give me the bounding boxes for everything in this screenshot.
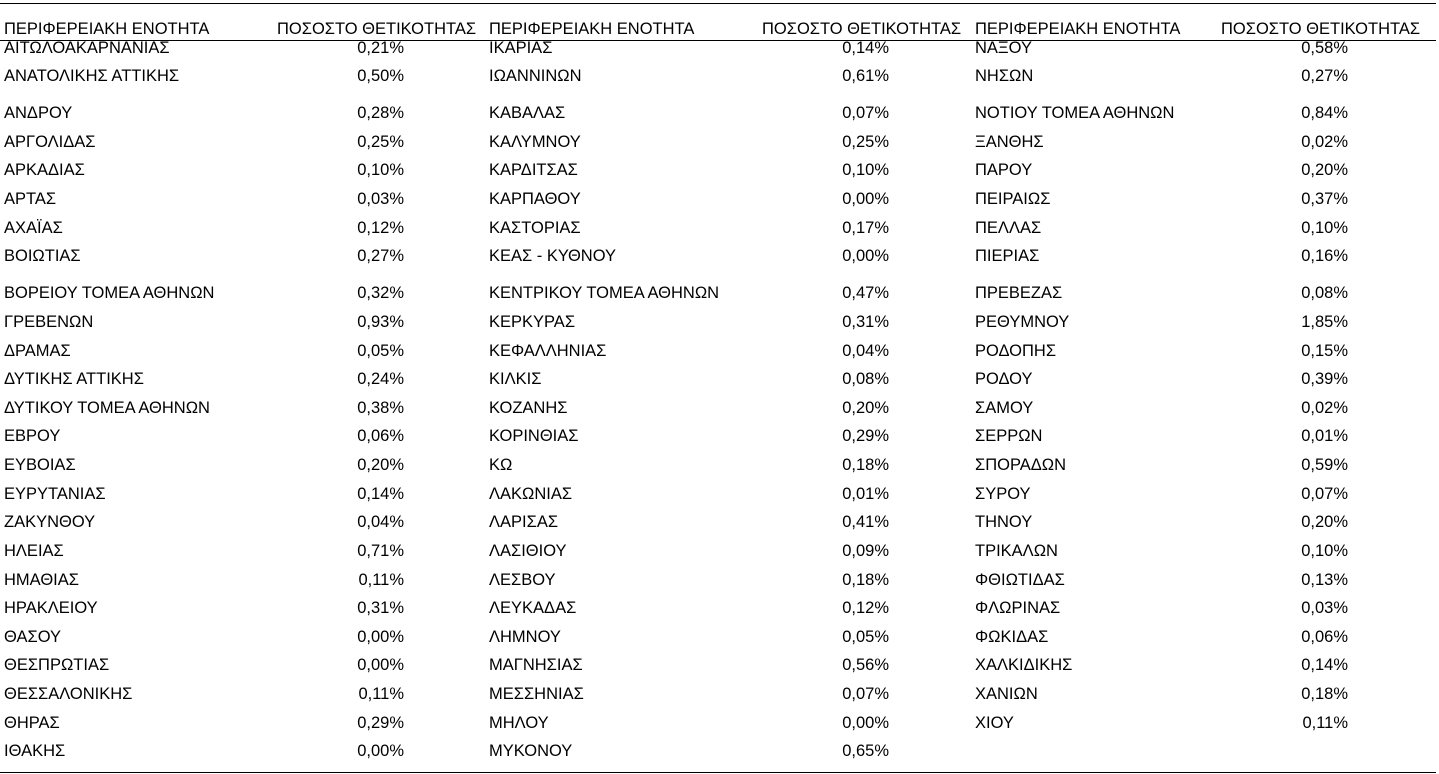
region-cell: ΚΟΡΙΝΘΙΑΣ: [489, 427, 579, 445]
region-cell: ΗΛΕΙΑΣ: [4, 542, 64, 560]
rate-cell: 0,28%: [357, 104, 404, 122]
region-cell: ΘΗΡΑΣ: [4, 714, 60, 732]
rate-cell: 0,00%: [357, 628, 404, 646]
rate-cell: 0,25%: [357, 133, 404, 151]
rate-cell: 0,05%: [357, 342, 404, 360]
rate-cell: 0,20%: [1301, 161, 1348, 179]
region-cell: ΚΕΝΤΡΙΚΟΥ ΤΟΜΕΑ ΑΘΗΝΩΝ: [489, 284, 720, 302]
region-cell: ΕΥΡΥΤΑΝΙΑΣ: [4, 485, 106, 503]
region-cell: ΗΡΑΚΛΕΙΟΥ: [4, 599, 98, 617]
header-region-col1: ΠΕΡΙΦΕΡΕΙΑΚΗ ΕΝΟΤΗΤΑ: [4, 20, 210, 38]
rate-cell: 0,47%: [842, 284, 889, 302]
region-cell: ΜΥΚΟΝΟΥ: [489, 742, 573, 760]
rate-cell: 0,31%: [842, 313, 889, 331]
rate-cell: 0,25%: [842, 133, 889, 151]
rate-cell: 0,11%: [358, 685, 404, 703]
region-cell: ΙΩΑΝΝΙΝΩΝ: [489, 67, 582, 85]
region-cell: ΠΕΛΛΑΣ: [975, 219, 1042, 237]
rate-cell: 0,38%: [357, 399, 404, 417]
rate-cell: 0,24%: [357, 370, 404, 388]
region-cell: ΧΙΟΥ: [975, 714, 1014, 732]
region-cell: ΖΑΚΥΝΘΟΥ: [4, 513, 96, 531]
region-cell: ΚΕΡΚΥΡΑΣ: [489, 313, 576, 331]
header-region-col3: ΠΕΡΙΦΕΡΕΙΑΚΗ ΕΝΟΤΗΤΑ: [975, 20, 1181, 38]
table-top-border: [0, 3, 1436, 4]
rate-cell: 0,07%: [1301, 485, 1348, 503]
region-cell: ΓΡΕΒΕΝΩΝ: [4, 313, 94, 331]
rate-cell: 0,10%: [1301, 219, 1348, 237]
region-cell: ΔΥΤΙΚΟΥ ΤΟΜΕΑ ΑΘΗΝΩΝ: [4, 399, 210, 417]
rate-cell: 0,41%: [842, 513, 889, 531]
rate-cell: 0,14%: [357, 485, 404, 503]
region-cell: ΛΑΚΩΝΙΑΣ: [489, 485, 573, 503]
rate-cell: 0,14%: [1301, 656, 1348, 674]
region-cell: ΑΝΑΤΟΛΙΚΗΣ ΑΤΤΙΚΗΣ: [4, 67, 180, 85]
region-cell: ΣΥΡΟΥ: [975, 485, 1031, 503]
rate-cell: 0,07%: [842, 685, 889, 703]
rate-cell: 0,84%: [1301, 104, 1348, 122]
header-rate-col1: ΠΟΣΟΣΤΟ ΘΕΤΙΚΟΤΗΤΑΣ: [277, 20, 477, 38]
region-cell: ΑΧΑΪΑΣ: [4, 219, 63, 237]
rate-cell: 0,29%: [357, 714, 404, 732]
rate-cell: 0,06%: [1301, 628, 1348, 646]
rate-cell: 0,13%: [1301, 571, 1348, 589]
rate-cell: 0,39%: [1301, 370, 1348, 388]
region-cell: ΔΡΑΜΑΣ: [4, 342, 71, 360]
rate-cell: 0,01%: [1301, 427, 1348, 445]
rate-cell: 0,00%: [357, 656, 404, 674]
rate-cell: 0,00%: [842, 190, 889, 208]
rate-cell: 0,59%: [1301, 456, 1348, 474]
rate-cell: 0,01%: [842, 485, 889, 503]
rate-cell: 0,11%: [358, 571, 404, 589]
rate-cell: 0,03%: [357, 190, 404, 208]
rate-cell: 0,29%: [842, 427, 889, 445]
rate-cell: 0,21%: [357, 39, 404, 57]
region-cell: ΗΜΑΘΙΑΣ: [4, 571, 79, 589]
region-cell: ΝΗΣΩΝ: [975, 67, 1034, 85]
region-cell: ΛΕΥΚΑΔΑΣ: [489, 599, 577, 617]
rate-cell: 0,00%: [842, 247, 889, 265]
rate-cell: 0,02%: [1301, 399, 1348, 417]
region-cell: ΒΟΙΩΤΙΑΣ: [4, 247, 81, 265]
region-cell: ΑΡΓΟΛΙΔΑΣ: [4, 133, 96, 151]
rate-cell: 0,00%: [357, 742, 404, 760]
region-cell: ΦΘΙΩΤΙΔΑΣ: [975, 571, 1065, 589]
header-bottom-border: [0, 40, 1436, 41]
region-cell: ΠΕΙΡΑΙΩΣ: [975, 190, 1051, 208]
region-cell: ΚΑΛΥΜΝΟΥ: [489, 133, 581, 151]
region-cell: ΣΕΡΡΩΝ: [975, 427, 1043, 445]
rate-cell: 0,17%: [842, 219, 889, 237]
region-cell: ΙΚΑΡΙΑΣ: [489, 39, 553, 57]
rate-cell: 0,10%: [842, 161, 889, 179]
region-cell: ΛΑΣΙΘΙΟΥ: [489, 542, 567, 560]
region-cell: ΧΑΝΙΩΝ: [975, 685, 1038, 703]
rate-cell: 0,20%: [842, 399, 889, 417]
rate-cell: 0,10%: [357, 161, 404, 179]
rate-cell: 0,10%: [1301, 542, 1348, 560]
region-cell: ΡΟΔΟΠΗΣ: [975, 342, 1057, 360]
region-cell: ΛΑΡΙΣΑΣ: [489, 513, 559, 531]
region-cell: ΘΕΣΠΡΩΤΙΑΣ: [4, 656, 110, 674]
rate-cell: 0,05%: [842, 628, 889, 646]
rate-cell: 0,32%: [357, 284, 404, 302]
region-cell: ΚΙΛΚΙΣ: [489, 370, 542, 388]
region-cell: ΡΟΔΟΥ: [975, 370, 1033, 388]
rate-cell: 0,56%: [842, 656, 889, 674]
rate-cell: 0,12%: [357, 219, 404, 237]
rate-cell: 0,09%: [842, 542, 889, 560]
region-cell: ΚΑΡΔΙΤΣΑΣ: [489, 161, 578, 179]
table-bottom-border: [0, 772, 1436, 773]
region-cell: ΑΙΤΩΛΟΑΚΑΡΝΑΝΙΑΣ: [4, 39, 170, 57]
region-cell: ΚΑΒΑΛΑΣ: [489, 104, 566, 122]
region-cell: ΧΑΛΚΙΔΙΚΗΣ: [975, 656, 1073, 674]
region-cell: ΚΑΡΠΑΘΟΥ: [489, 190, 581, 208]
region-cell: ΛΗΜΝΟΥ: [489, 628, 561, 646]
rate-cell: 0,18%: [842, 571, 889, 589]
region-cell: ΦΩΚΙΔΑΣ: [975, 628, 1049, 646]
rate-cell: 0,18%: [1301, 685, 1348, 703]
region-cell: ΠΑΡΟΥ: [975, 161, 1033, 179]
rate-cell: 0,20%: [1301, 513, 1348, 531]
region-cell: ΚΕΦΑΛΛΗΝΙΑΣ: [489, 342, 607, 360]
rate-cell: 0,02%: [1301, 133, 1348, 151]
header-rate-col2: ΠΟΣΟΣΤΟ ΘΕΤΙΚΟΤΗΤΑΣ: [762, 20, 962, 38]
rate-cell: 0,71%: [357, 542, 404, 560]
rate-cell: 1,85%: [1301, 313, 1348, 331]
region-cell: ΚΕΑΣ - ΚΥΘΝΟΥ: [489, 247, 617, 265]
rate-cell: 0,61%: [842, 67, 889, 85]
region-cell: ΙΘΑΚΗΣ: [4, 742, 66, 760]
region-cell: ΦΛΩΡΙΝΑΣ: [975, 599, 1061, 617]
region-cell: ΜΑΓΝΗΣΙΑΣ: [489, 656, 583, 674]
rate-cell: 0,07%: [842, 104, 889, 122]
rate-cell: 0,16%: [1301, 247, 1348, 265]
region-cell: ΤΗΝΟΥ: [975, 513, 1033, 531]
rate-cell: 0,31%: [357, 599, 404, 617]
region-cell: ΑΝΔΡΟΥ: [4, 104, 73, 122]
rate-cell: 0,12%: [842, 599, 889, 617]
region-cell: ΒΟΡΕΙΟΥ ΤΟΜΕΑ ΑΘΗΝΩΝ: [4, 284, 215, 302]
rate-cell: 0,04%: [842, 342, 889, 360]
rate-cell: 0,15%: [1301, 342, 1348, 360]
rate-cell: 0,20%: [357, 456, 404, 474]
rate-cell: 0,08%: [1301, 284, 1348, 302]
region-cell: ΞΑΝΘΗΣ: [975, 133, 1044, 151]
rate-cell: 0,58%: [1301, 39, 1348, 57]
rate-cell: 0,65%: [842, 742, 889, 760]
region-cell: ΣΠΟΡΑΔΩΝ: [975, 456, 1067, 474]
rate-cell: 0,14%: [842, 39, 889, 57]
region-cell: ΜΗΛΟΥ: [489, 714, 549, 732]
region-cell: ΡΕΘΥΜΝΟΥ: [975, 313, 1070, 331]
region-cell: ΛΕΣΒΟΥ: [489, 571, 556, 589]
region-cell: ΑΡΚΑΔΙΑΣ: [4, 161, 85, 179]
region-cell: ΔΥΤΙΚΗΣ ΑΤΤΙΚΗΣ: [4, 370, 144, 388]
rate-cell: 0,27%: [357, 247, 404, 265]
region-cell: ΕΒΡΟΥ: [4, 427, 61, 445]
region-cell: ΘΕΣΣΑΛΟΝΙΚΗΣ: [4, 685, 133, 703]
rate-cell: 0,08%: [842, 370, 889, 388]
region-cell: ΣΑΜΟΥ: [975, 399, 1034, 417]
region-cell: ΜΕΣΣΗΝΙΑΣ: [489, 685, 584, 703]
region-cell: ΚΑΣΤΟΡΙΑΣ: [489, 219, 581, 237]
rate-cell: 0,11%: [1302, 714, 1348, 732]
rate-cell: 0,93%: [357, 313, 404, 331]
rate-cell: 0,27%: [1301, 67, 1348, 85]
region-cell: ΚΩ: [489, 456, 513, 474]
region-cell: ΝΑΞΟΥ: [975, 39, 1032, 57]
region-cell: ΠΡΕΒΕΖΑΣ: [975, 284, 1063, 302]
header-region-col2: ΠΕΡΙΦΕΡΕΙΑΚΗ ΕΝΟΤΗΤΑ: [489, 20, 695, 38]
rate-cell: 0,00%: [842, 714, 889, 732]
rate-cell: 0,50%: [357, 67, 404, 85]
region-cell: ΚΟΖΑΝΗΣ: [489, 399, 568, 417]
region-cell: ΝΟΤΙΟΥ ΤΟΜΕΑ ΑΘΗΝΩΝ: [975, 104, 1175, 122]
rate-cell: 0,04%: [357, 513, 404, 531]
region-cell: ΑΡΤΑΣ: [4, 190, 57, 208]
rate-cell: 0,06%: [357, 427, 404, 445]
region-cell: ΕΥΒΟΙΑΣ: [4, 456, 76, 474]
header-rate-col3: ΠΟΣΟΣΤΟ ΘΕΤΙΚΟΤΗΤΑΣ: [1221, 20, 1421, 38]
rate-cell: 0,18%: [842, 456, 889, 474]
region-cell: ΠΙΕΡΙΑΣ: [975, 247, 1040, 265]
rate-cell: 0,37%: [1301, 190, 1348, 208]
region-cell: ΘΑΣΟΥ: [4, 628, 62, 646]
rate-cell: 0,03%: [1301, 599, 1348, 617]
region-cell: ΤΡΙΚΑΛΩΝ: [975, 542, 1058, 560]
